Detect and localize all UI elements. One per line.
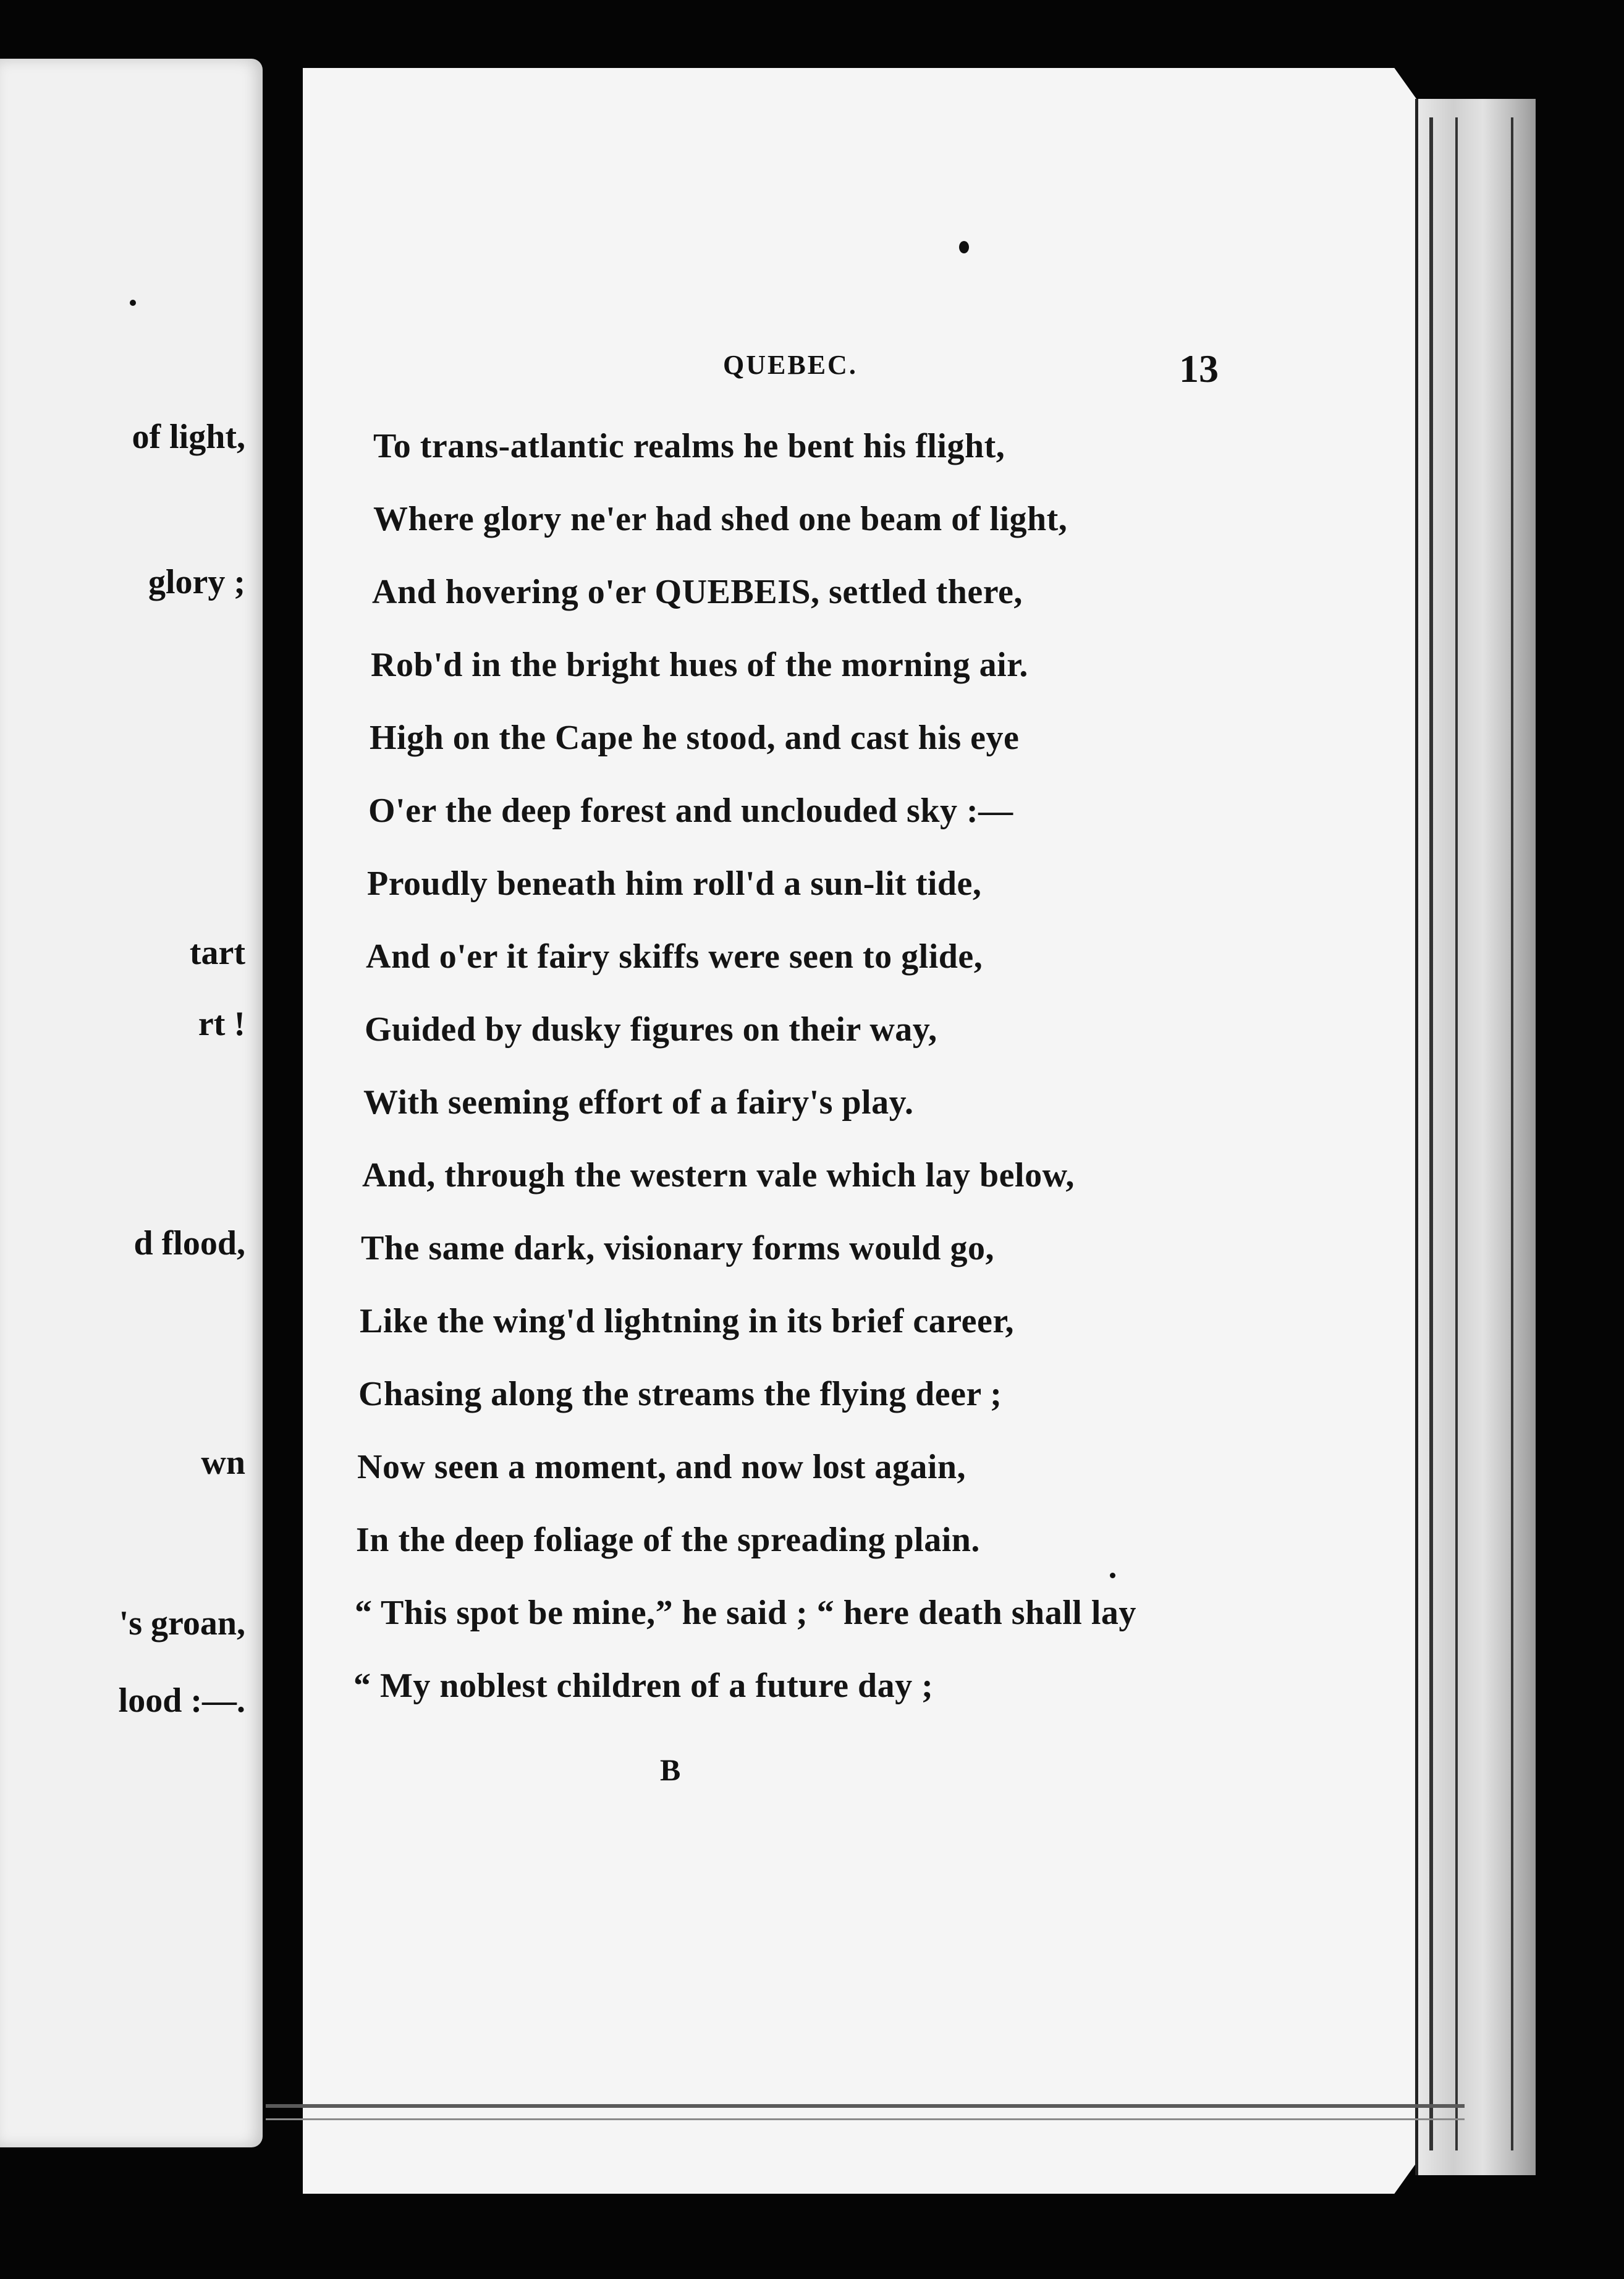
signature-mark: B (660, 1753, 681, 1787)
verse-line: The same dark, visionary forms would go, (361, 1229, 994, 1267)
verse-line: Now seen a moment, and now lost again, (357, 1448, 966, 1486)
left-page-fragment: lood :—. (118, 1681, 245, 1720)
left-page-fragment: glory ; (148, 563, 245, 601)
verse-line: And hovering o'er QUEBEIS, settled there, (372, 573, 1023, 611)
ink-speck (1110, 1573, 1115, 1578)
verse-line: Rob'd in the bright hues of the morning air. (371, 646, 1028, 684)
verse-line: With seeming effort of a fairy's play. (363, 1083, 914, 1122)
verse-line: “ My noblest children of a future day ; (353, 1667, 934, 1705)
verse-line: O'er the deep forest and unclouded sky :— (368, 792, 1013, 830)
verse-line: Like the wing'd lightning in its brief career, (360, 1302, 1015, 1340)
page-bottom-edge (266, 2118, 1465, 2120)
left-page-fragment: tart (189, 934, 245, 972)
verse-line: Guided by dusky figures on their way, (365, 1010, 937, 1049)
left-page (0, 59, 263, 2147)
page-bottom-edge (266, 2104, 1465, 2108)
verse-line: Proudly beneath him roll'd a sun-lit tide, (367, 865, 982, 903)
running-head: QUEBEC. (723, 350, 858, 380)
verse-line: Chasing along the streams the flying deer ; (358, 1375, 1002, 1413)
left-page-fragment: rt ! (198, 1005, 245, 1043)
left-page-fragment: 's groan, (119, 1604, 245, 1643)
verse-line: High on the Cape he stood, and cast his eye (370, 719, 1020, 757)
page-edge (1415, 99, 1536, 2175)
ink-speck (959, 241, 969, 253)
book-page (303, 68, 1440, 2194)
page-number: 13 (1179, 347, 1219, 391)
left-page-fragment: d flood, (133, 1224, 245, 1262)
verse-line: To trans-atlantic realms he bent his flight, (373, 427, 1005, 465)
verse-line: In the deep foliage of the spreading plain. (356, 1521, 980, 1559)
left-page-fragment: wn (201, 1444, 245, 1482)
verse-line: And o'er it fairy skiffs were seen to glide, (366, 937, 983, 976)
left-page-fragment: of light, (132, 418, 245, 456)
verse-line: Where glory ne'er had shed one beam of light, (373, 500, 1068, 538)
ink-speck (130, 300, 136, 306)
verse-line: And, through the western vale which lay below, (362, 1156, 1075, 1194)
verse-line: “ This spot be mine,” he said ; “ here death shall lay (355, 1594, 1136, 1632)
